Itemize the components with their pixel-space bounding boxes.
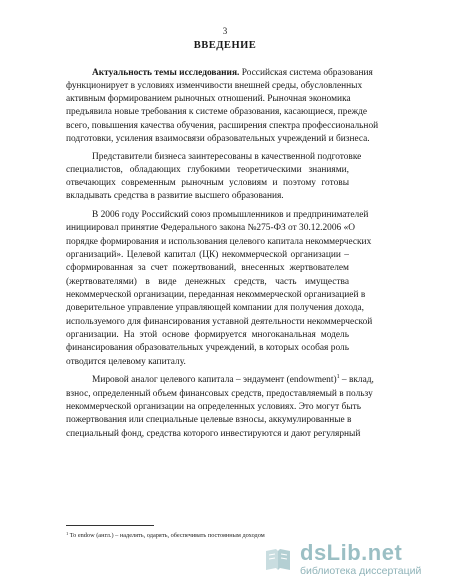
paragraph-line: подготовки, усиления взаимосвязи образовательных учреждений и бизнеса.	[66, 134, 370, 144]
paragraph-line: доверительное управление управляющей компании для получения дохода,	[66, 303, 365, 313]
paragraph-line: функционирует в условиях изменчивости внешней среды, обусловленных	[66, 81, 363, 91]
paragraph-line: некоммерческой организации, переданная некоммерческой организацией в	[66, 290, 366, 300]
paragraph-line: Представители бизнеса заинтересованы в качественной подготовке	[92, 152, 362, 162]
paragraph-line: порядке формирования и использования целевого капитала некоммерческих	[66, 237, 372, 247]
paragraph-line: организаций». Целевой капитал (ЦК) некоммерческой организации –	[66, 250, 349, 260]
paragraph-line: инициировал принятие Федерального закона №275-ФЗ от 30.12.2006 «О	[66, 223, 356, 233]
paragraph-line: специальный фонд, средства которого инвестируются и дают регулярный	[66, 429, 361, 439]
paragraph-line: организации. На этой основе формируется многоканальная модель	[66, 330, 349, 340]
paragraph-line: отводится целевому капиталу.	[66, 357, 186, 367]
paragraph-line: используемого для финансирования уставной деятельности некоммерческой	[66, 317, 373, 327]
paragraph-line: финансирования образовательных учреждений, в которых особая роль	[66, 343, 349, 353]
paragraph-line: всего, повышения качества обучения, расширения спектра профессиональной	[66, 121, 379, 131]
paragraph-line: взнос, определенный объем финансовых средств, предоставляемый в пользу	[66, 389, 373, 399]
section-heading: ВВЕДЕНИЕ	[193, 40, 257, 51]
paragraph-line: отвечающих современным рыночным условиям и поэтому готовы	[66, 178, 349, 188]
watermark-logo: dsLib.net	[300, 540, 403, 565]
footnote-text: To endow (англ.) – наделять, одарять, обеспечивать постоянным доходом	[68, 532, 265, 539]
footnote-marker: 1	[66, 531, 69, 536]
watermark	[252, 538, 448, 580]
footnote-divider	[66, 525, 154, 526]
paragraph-line: некоммерческой организации на определенных условиях. Это могут быть	[66, 402, 361, 412]
paragraph-line: В 2006 году Российский союз промышленников и предпринимателей	[92, 210, 369, 220]
book-icon	[264, 546, 292, 572]
section-label: Актуальность темы исследования.	[92, 68, 240, 78]
footnote	[66, 532, 265, 539]
footnote-reference: 1	[336, 374, 340, 380]
paragraph-line: Мировой аналог целевого капитала – эндаумент (endowment)$^1$ – вклад,	[92, 374, 374, 385]
paragraph-line: (жертвователями) в виде денежных средств, часть имущества	[66, 277, 349, 287]
paragraph-line: вкладывать средства в развитие высшего образования.	[66, 191, 284, 201]
paragraph-line: предъявила новые требования к системе образования, касающиеся, прежде	[66, 107, 368, 117]
watermark-subtitle: библиотека диссертаций	[300, 565, 422, 577]
paragraph-line: пожертвования или специальные целевые взносы, аккумулированные в	[66, 415, 352, 425]
paragraph-line: сформированная за счет пожертвований, внесенных жертвователем	[66, 263, 349, 273]
paragraph-line: активным формированием рыночных отношений. Рыночная экономика	[66, 94, 351, 104]
paragraph-line: Актуальность темы исследования. Российская система образования	[92, 68, 373, 78]
paragraph-line: специалистов, обладающих глубокими теоретическими знаниями,	[66, 165, 349, 175]
page-number: 3	[222, 26, 228, 36]
